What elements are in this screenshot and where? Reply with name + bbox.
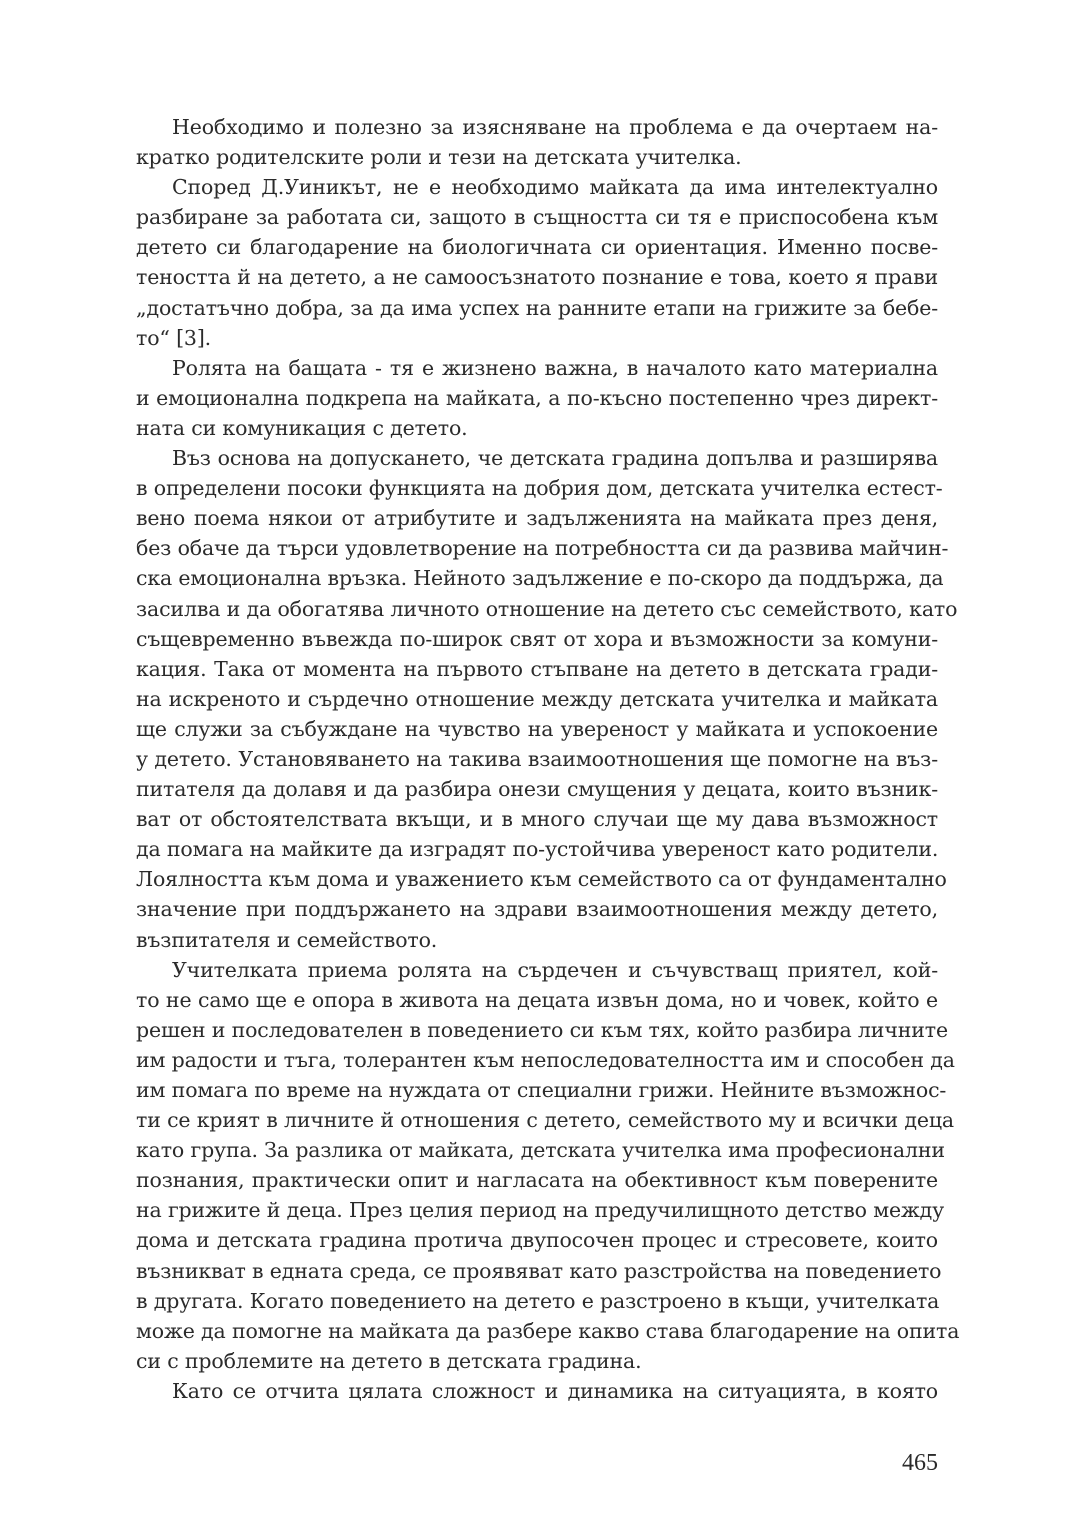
text-line: Лоялността към дома и уважението към семейството са от фундаментално <box>136 867 947 892</box>
text-line: на искреното и сърдечно отношение между детската учителка и майката <box>136 686 938 711</box>
text-line: питателя да долавя и да разбира онези смущения у децата, които възник- <box>136 777 938 802</box>
text-line: Учителката приема ролята на сърдечен и съчувстващ приятел, кой- <box>172 957 938 982</box>
text-line: ще служи за събуждане на чувство на увереност у майката и успокоение <box>136 716 938 741</box>
text-line: кратко родителските роли и тези на детската учителка. <box>136 145 742 170</box>
text-line: детето си благодарение на биологичната си ориентация. Именно посве- <box>136 235 938 260</box>
text-line: кация. Така от момента на първото стъпване на детето в детската гради- <box>136 656 938 681</box>
paragraph <box>136 353 938 443</box>
text-line: ната си комуникация с детето. <box>136 415 468 440</box>
text-line: на грижите й деца. През целия период на предучилищното детство между <box>136 1198 945 1223</box>
text-line: възпитателя и семейството. <box>136 927 438 952</box>
text-line: Необходимо и полезно за изясняване на проблема е да очертаем на- <box>172 115 938 139</box>
text-line: вено поема някои от атрибутите и задълженията на майката през деня, <box>136 506 938 531</box>
text-line: и емоционална подкрепа на майката, а по-късно постепенно чрез директ- <box>136 385 938 410</box>
text-line: възникват в едната среда, се проявяват като разстройства на поведението <box>136 1258 942 1283</box>
text-line: разбиране за работата си, защото в същността си тя е приспособена към <box>136 205 938 230</box>
text-line: им помага по време на нуждата от специални грижи. Нейните възможнос- <box>136 1078 947 1102</box>
text-line: им радости и тъга, толерантен към непоследователността им и способен да <box>136 1047 955 1072</box>
text-line: Ролята на бащата - тя е жизнено важна, в началото като материална <box>172 355 938 380</box>
paragraph <box>136 172 938 353</box>
text-line: Въз основа на допускането, че детската градина допълва и разширява <box>172 446 938 471</box>
text-line: познания, практически опит и нагласата на обективност към поверените <box>136 1168 938 1193</box>
text-line: Като се отчита цялата сложност и динамика на ситуацията, в която <box>172 1378 938 1403</box>
text-line: същевременно въвежда по-широк свят от хора и възможности за комуни- <box>136 626 938 651</box>
text-line: Според Д.Уиникът, не е необходимо майката да има интелектуално <box>172 175 938 200</box>
paragraph <box>136 1376 938 1406</box>
text-line: теността й на детето, а не самоосъзнатото познание е това, което я прави <box>136 265 938 290</box>
text-line: да помага на майките да изградят по-устойчива увереност като родители. <box>136 837 939 862</box>
text-line: ска емоционална връзка. Нейното задължение е по-скоро да поддържа, да <box>136 566 944 591</box>
text-line: ти се крият в личните й отношения с детето, семейството му и всички деца <box>136 1108 954 1133</box>
text-line: като група. За разлика от майката, детската учителка има професионални <box>136 1138 945 1163</box>
text-line: може да помогне на майката да разбере какво става благодарение на опита <box>136 1318 960 1343</box>
text-line: значение при поддържането на здрави взаимоотношения между детето, <box>136 897 938 922</box>
paragraph <box>136 955 960 1376</box>
page-number: 465 <box>902 1450 938 1476</box>
text-line: в другата. Когато поведението на детето е разстроено в къщи, учителката <box>136 1288 940 1313</box>
text-line: то не само ще е опора в живота на децата извън дома, но и човек, който е <box>136 987 938 1012</box>
text-line: дома и детската градина протича двупосочен процес и стресовете, които <box>136 1228 938 1253</box>
text-line: засилва и да обогатява личното отношение на детето със семейството, като <box>136 596 958 621</box>
text-line: ват от обстоятелствата вкъщи, и в много случаи ще му дава възможност <box>136 807 938 832</box>
text-line: то“ [3]. <box>136 325 212 350</box>
text-line: решен и последователен в поведението си към тях, който разбира личните <box>136 1017 948 1042</box>
paragraph <box>136 112 938 172</box>
text-line: без обаче да търси удовлетворение на потребността си да развива майчин- <box>136 536 949 561</box>
text-line: в определени посоки функцията на добрия дом, детската учителка естест- <box>136 476 943 501</box>
text-line: си с проблемите на детето в детската градина. <box>136 1348 642 1373</box>
text-line: у детето. Установяването на такива взаимоотношения ще помогне на въз- <box>136 746 938 771</box>
body-text <box>136 112 960 1406</box>
paragraph <box>136 443 958 955</box>
text-line: „достатъчно добра, за да има успех на ранните етапи на грижите за бебе- <box>136 295 938 320</box>
